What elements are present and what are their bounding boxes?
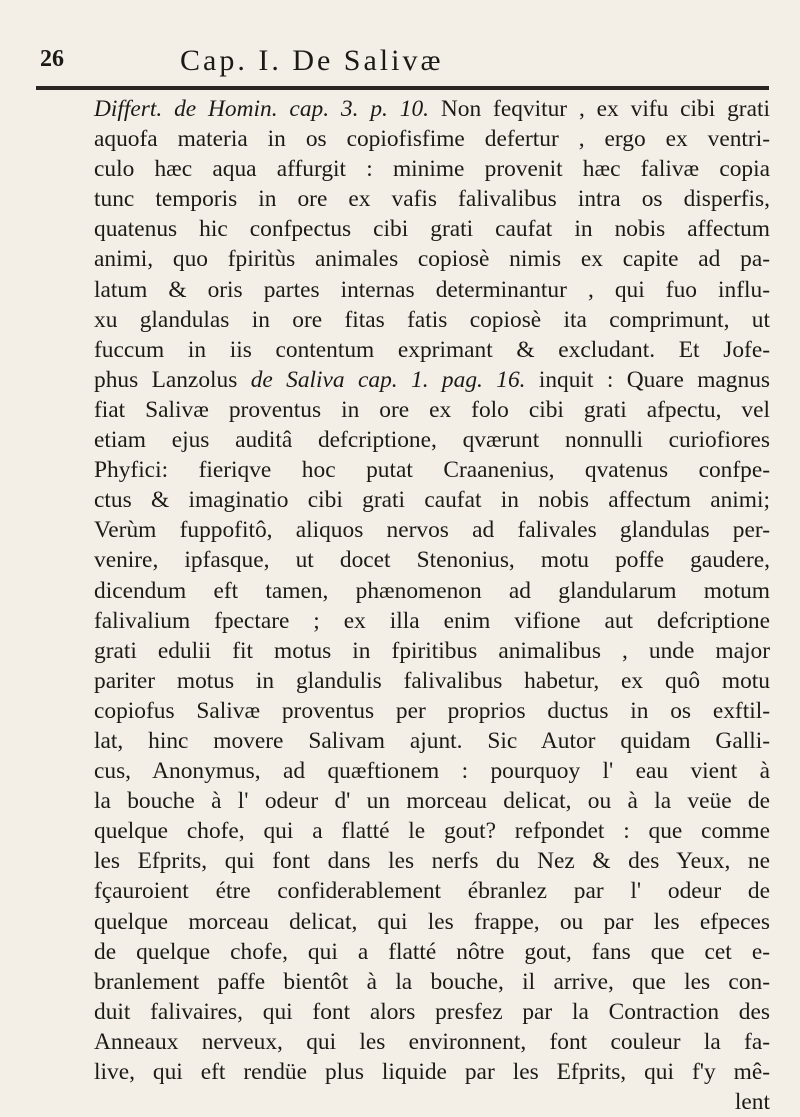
text-line: aquofa materia in os copiofisfime defertur , ergo ex ventri- — [94, 126, 770, 153]
text-line: grati edulii fit motus in fpiritibus animalibus , unde major — [94, 637, 770, 664]
text-line: fiat Salivæ proventus in ore ex folo cibi grati afpectu, vel — [94, 396, 770, 423]
text-line: live, qui eft rendüe plus liquide par les Efprits, qui f'y mê- — [94, 1059, 770, 1085]
text-line: fçauroient étre confiderablement ébranlez par l' odeur de — [94, 878, 770, 905]
page-number: 26 — [40, 46, 64, 72]
citation: Differt. de Homin. cap. 3. p. 10. — [94, 96, 441, 122]
text-line: quatenus hic confpectus cibi grati caufat in nobis affectum — [94, 216, 770, 243]
text-line: animi, quo fpiritùs animales copiosè nimis ex capite ad pa- — [94, 246, 770, 273]
text-line: lat, hinc movere Salivam ajunt. Sic Autor quidam Galli- — [94, 727, 770, 754]
text-line: latum & oris partes internas determinantur , qui fuo influ- — [94, 276, 770, 303]
text-line: les Efprits, qui font dans les nerfs du Nez & des Yeux, ne — [94, 848, 770, 875]
text-line — [94, 365, 770, 395]
text-line: quelque chofe, qui a flatté le gout? refpondet : que comme — [94, 818, 770, 845]
running-head: Cap. I. De Salivæ — [180, 44, 444, 77]
text-segment: phus Lanzolus — [94, 366, 251, 393]
text-segment: inquit : Quare magnus — [525, 366, 770, 393]
text-line: culo hæc aqua affurgit : minime provenit hæc falivæ copia — [94, 156, 770, 183]
text-line: Phyfici: fieriqve hoc putat Craanenius, qvatenus confpe- — [94, 457, 770, 484]
citation: de Saliva cap. 1. pag. 16. — [250, 366, 526, 393]
text-line: copiofus Salivæ proventus per proprios ductus in os exftil- — [94, 697, 770, 724]
text-line — [94, 94, 770, 124]
text-line: Verùm fuppofitô, aliquos nervos ad falivales glandulas per- — [94, 517, 770, 544]
body-text — [94, 94, 770, 1117]
text-line: de quelque chofe, qui a flatté nôtre gout, fans que cet e- — [94, 938, 770, 965]
text-line: Anneaux nerveux, qui les environnent, font couleur la fa- — [94, 1028, 770, 1055]
header-rule — [36, 86, 769, 90]
text-segment: Non feqvitur , ex vifu cibi grati — [440, 96, 770, 122]
text-line: dicendum eft tamen, phænomenon ad glandularum motum — [94, 577, 770, 604]
text-line: etiam ejus auditâ defcriptione, qværunt nonnulli curiofiores — [94, 427, 770, 454]
page-header — [40, 44, 770, 84]
text-line: la bouche à l' odeur d' un morceau delicat, ou à la veüe de — [94, 788, 770, 815]
text-line: branlement paffe bientôt à la bouche, il arrive, que les con- — [94, 968, 770, 995]
text-line: pariter motus in glandulis falivalibus habetur, ex quô motu — [94, 667, 770, 694]
text-line: falivalium fpectare ; ex illa enim vifione aut defcriptione — [94, 607, 770, 634]
text-line: duit falivaires, qui font alors presfez par la Contraction des — [94, 998, 770, 1025]
text-line: cus, Anonymus, ad quæftionem : pourquoy l' eau vient à — [94, 758, 770, 785]
text-line: ctus & imaginatio cibi grati caufat in nobis affectum animi; — [94, 487, 770, 514]
text-line: tunc temporis in ore ex vafis falivalibus intra os disperfis, — [94, 186, 770, 213]
text-line: xu glandulas in ore fitas fatis copiosè ita comprimunt, ut — [94, 306, 770, 333]
text-line: quelque morceau delicat, qui les frappe, ou par les efpeces — [94, 908, 770, 935]
text-line: lent — [734, 1089, 770, 1116]
text-line: venire, ipfasque, ut docet Stenonius, motu poffe gaudere, — [94, 547, 770, 574]
text-line: fuccum in iis contentum exprimant & excludant. Et Jofe- — [94, 336, 770, 363]
